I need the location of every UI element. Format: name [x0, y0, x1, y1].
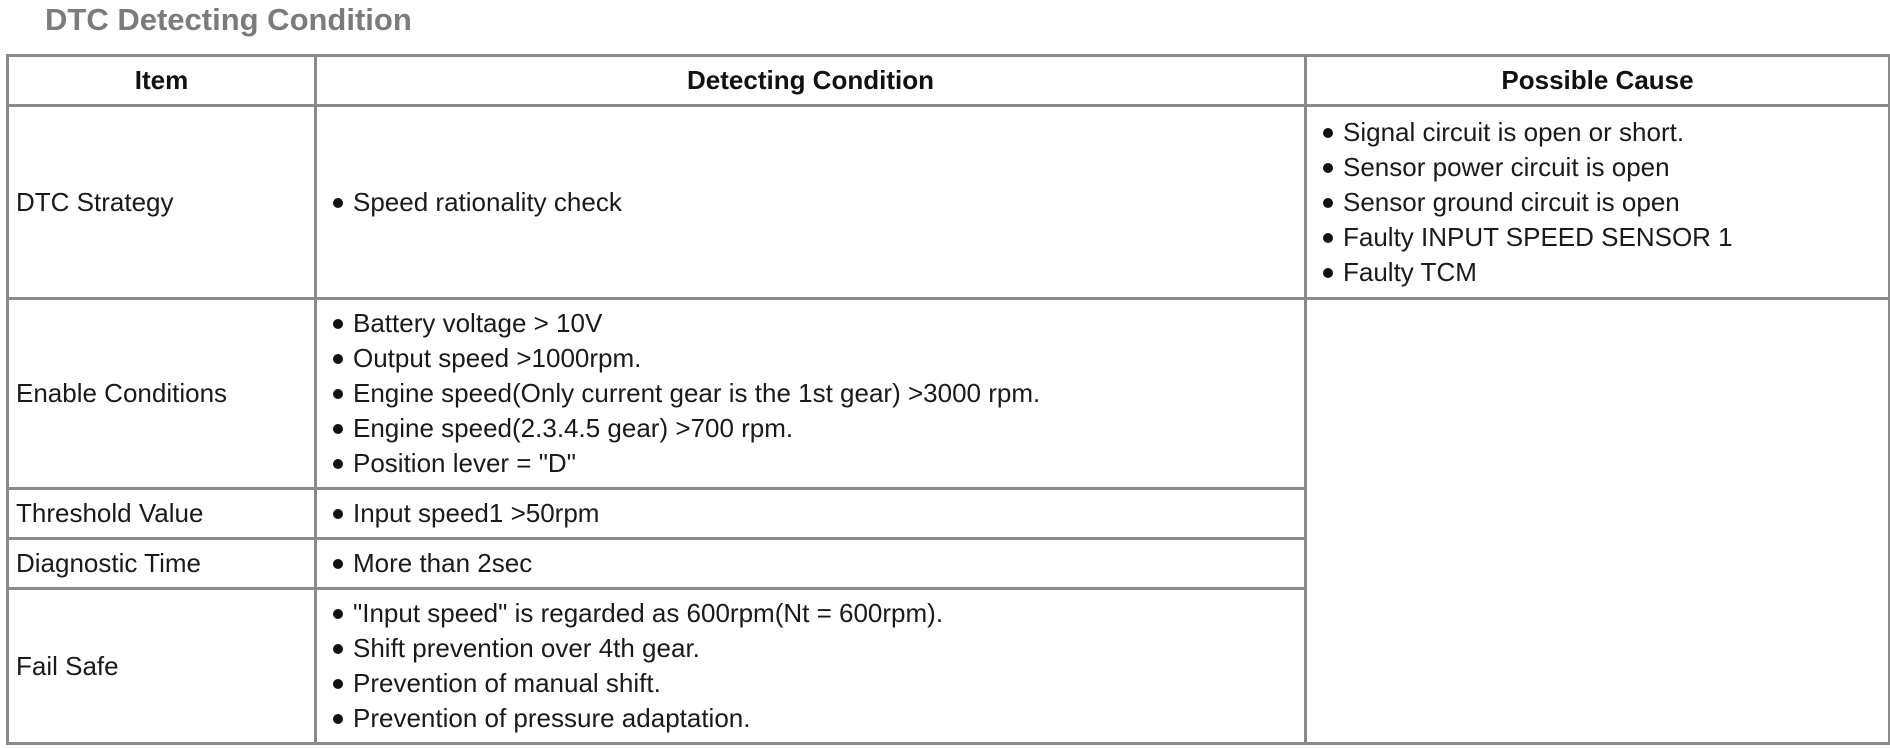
table-row-enable-conditions — [8, 299, 1890, 489]
header-item: Item — [8, 56, 316, 106]
header-detecting-condition: Detecting Condition — [316, 56, 1306, 106]
condition-cell — [316, 299, 1306, 489]
item-cell: Threshold Value — [8, 489, 316, 539]
condition-cell — [316, 489, 1306, 539]
condition-cell — [316, 589, 1306, 744]
condition-bullet: Input speed1 >50rpm — [331, 496, 1298, 531]
condition-cell — [316, 106, 1306, 299]
cause-bullet: Signal circuit is open or short. — [1321, 115, 1882, 150]
header-row — [8, 56, 1890, 106]
condition-bullet: Output speed >1000rpm. — [331, 341, 1298, 376]
condition-cell — [316, 539, 1306, 589]
header-possible-cause: Possible Cause — [1306, 56, 1890, 106]
condition-bullet: Prevention of manual shift. — [331, 666, 1298, 701]
item-cell: Diagnostic Time — [8, 539, 316, 589]
condition-bullet: Engine speed(Only current gear is the 1st gear) >3000 rpm. — [331, 376, 1298, 411]
condition-bullet: Battery voltage > 10V — [331, 306, 1298, 341]
table-row-dtc-strategy — [8, 106, 1890, 299]
condition-bullet: Prevention of pressure adaptation. — [331, 701, 1298, 736]
cause-bullet: Sensor ground circuit is open — [1321, 185, 1882, 220]
condition-bullet: Speed rationality check — [331, 185, 1298, 220]
possible-cause-cell — [1306, 106, 1890, 299]
condition-bullet: Position lever = "D" — [331, 446, 1298, 481]
cause-bullet: Faulty TCM — [1321, 255, 1882, 290]
dtc-table — [6, 54, 1890, 745]
page-title: DTC Detecting Condition — [45, 2, 412, 37]
cause-bullet: Sensor power circuit is open — [1321, 150, 1882, 185]
condition-bullet: More than 2sec — [331, 546, 1298, 581]
condition-bullet: "Input speed" is regarded as 600rpm(Nt = 600rpm). — [331, 596, 1298, 631]
possible-cause-blank-cell — [1306, 299, 1890, 744]
cause-bullet: Faulty INPUT SPEED SENSOR 1 — [1321, 220, 1882, 255]
item-cell: Enable Conditions — [8, 299, 316, 489]
item-cell: DTC Strategy — [8, 106, 316, 299]
condition-bullet: Shift prevention over 4th gear. — [331, 631, 1298, 666]
item-cell: Fail Safe — [8, 589, 316, 744]
condition-bullet: Engine speed(2.3.4.5 gear) >700 rpm. — [331, 411, 1298, 446]
